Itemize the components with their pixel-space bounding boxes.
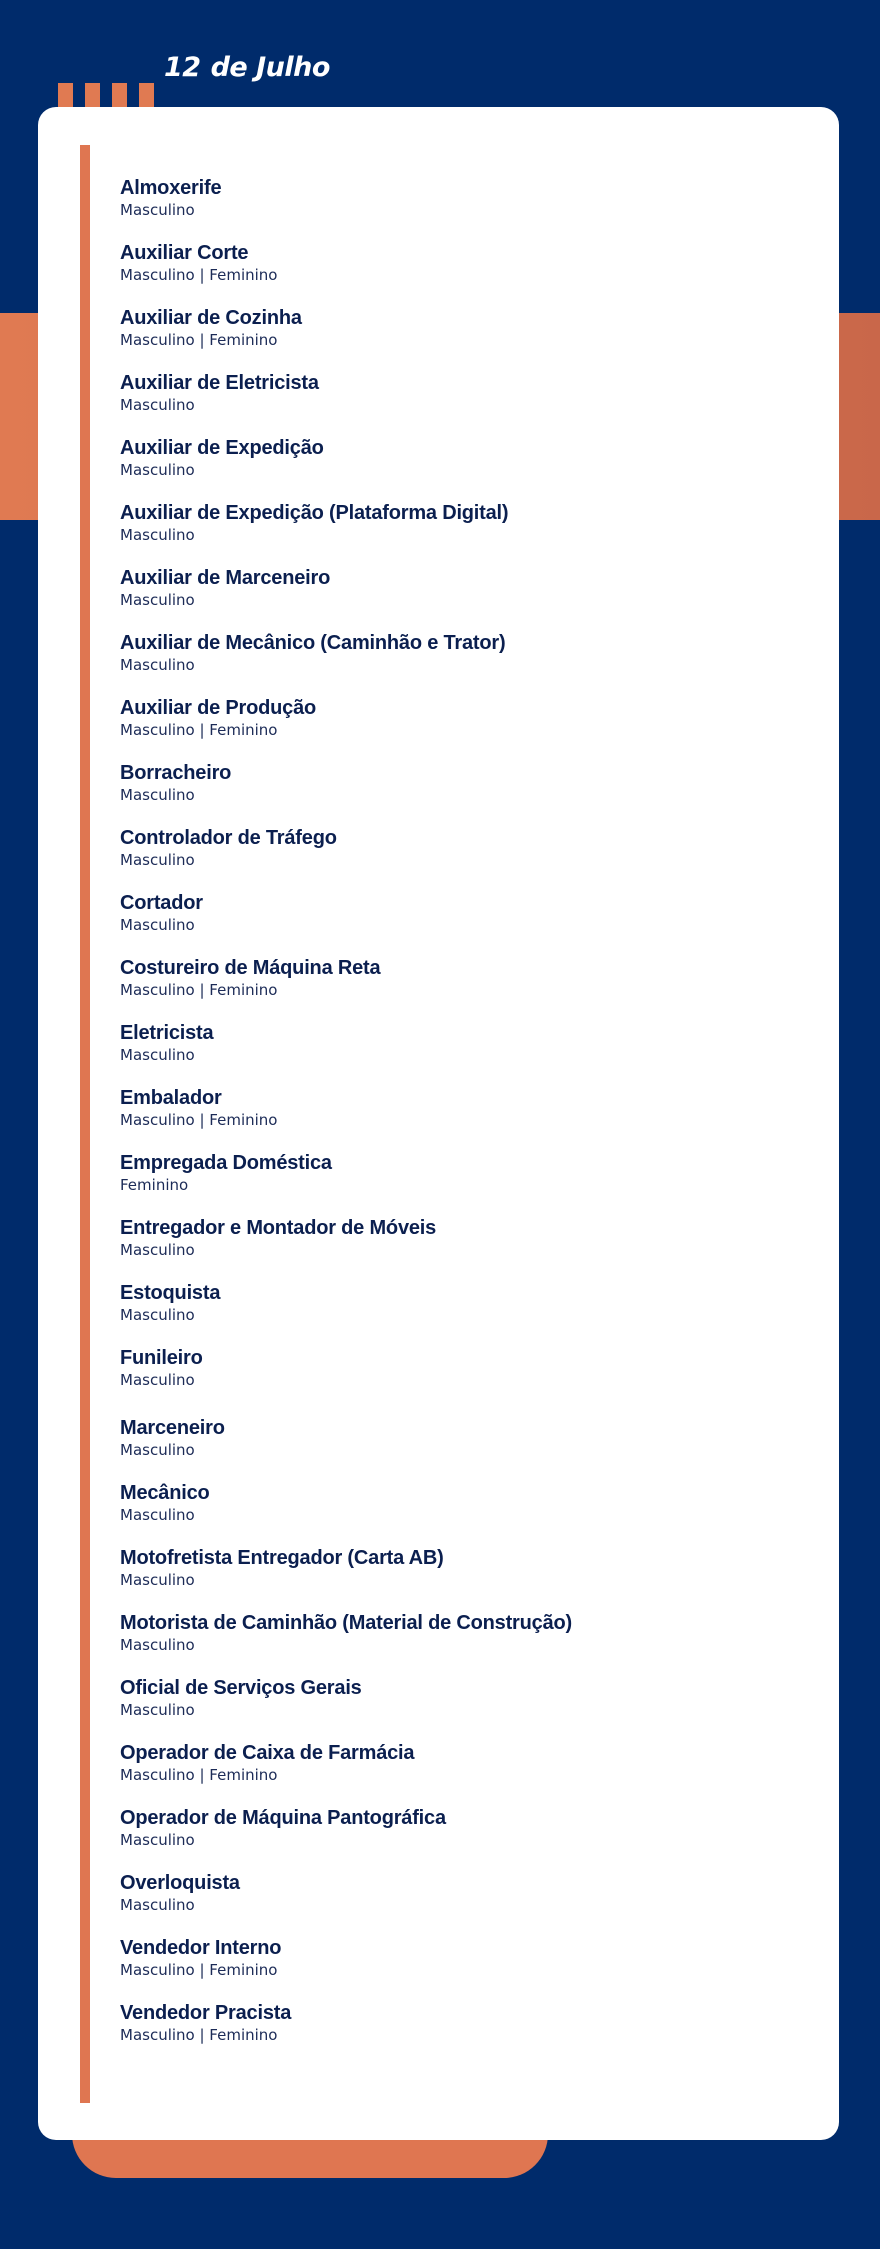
job-gender: Masculino | Feminino <box>120 981 278 999</box>
job-title: Auxiliar de Marceneiro <box>120 567 331 589</box>
job-title: Funileiro <box>120 1347 203 1369</box>
job-item <box>120 306 302 350</box>
job-title: Operador de Máquina Pantográfica <box>120 1807 446 1829</box>
job-title: Borracheiro <box>120 762 232 784</box>
job-gender: Masculino | Feminino <box>120 2026 278 2044</box>
job-title: Marceneiro <box>120 1417 225 1439</box>
job-gender: Masculino <box>120 526 195 544</box>
job-title: Mecânico <box>120 1482 210 1504</box>
date-month: de Julho <box>210 52 330 83</box>
job-item <box>120 1936 281 1980</box>
job-item <box>120 1021 213 1065</box>
job-gender: Masculino <box>120 1241 195 1259</box>
job-gender: Masculino <box>120 1306 195 1324</box>
job-gender: Masculino <box>120 591 195 609</box>
job-gender: Masculino <box>120 1896 195 1914</box>
job-gender: Masculino <box>120 786 195 804</box>
job-item <box>120 371 319 415</box>
job-list-card <box>38 107 839 2140</box>
job-title: Vendedor Pracista <box>120 2002 292 2024</box>
job-item <box>120 631 505 675</box>
job-item <box>120 1481 210 1525</box>
job-gender: Masculino | Feminino <box>120 266 278 284</box>
job-title: Embalador <box>120 1087 222 1109</box>
job-gender: Masculino <box>120 1046 195 1064</box>
job-title: Operador de Caixa de Farmácia <box>120 1742 415 1764</box>
job-gender: Masculino | Feminino <box>120 1111 278 1129</box>
job-title: Controlador de Tráfego <box>120 827 337 849</box>
job-title: Auxiliar de Expedição (Plataforma Digital) <box>120 502 509 524</box>
job-item <box>120 1216 436 1260</box>
job-title: Overloquista <box>120 1872 240 1894</box>
job-item <box>120 891 203 935</box>
job-item <box>120 1416 225 1460</box>
job-item <box>120 1086 278 1130</box>
job-title: Auxiliar de Eletricista <box>120 372 319 394</box>
job-gender: Masculino <box>120 461 195 479</box>
job-item <box>120 1676 362 1720</box>
job-item <box>120 1151 332 1195</box>
job-title: Motofretista Entregador (Carta AB) <box>120 1547 444 1569</box>
job-gender: Masculino | Feminino <box>120 1961 278 1979</box>
job-gender: Masculino <box>120 1506 195 1524</box>
job-title: Auxiliar de Mecânico (Caminhão e Trator) <box>120 632 506 654</box>
accent-line <box>80 145 90 2103</box>
job-title: Empregada Doméstica <box>120 1152 332 1174</box>
job-gender: Masculino <box>120 916 195 934</box>
job-title: Costureiro de Máquina Reta <box>120 957 381 979</box>
job-title: Auxiliar Corte <box>120 242 249 264</box>
job-gender: Masculino | Feminino <box>120 1766 278 1784</box>
job-title: Auxiliar de Cozinha <box>120 307 302 329</box>
job-gender: Masculino <box>120 1701 195 1719</box>
job-item <box>120 2001 291 2045</box>
job-gender: Masculino <box>120 656 195 674</box>
job-title: Estoquista <box>120 1282 221 1304</box>
job-gender: Masculino <box>120 851 195 869</box>
job-title: Motorista de Caminhão (Material de Construção) <box>120 1612 572 1634</box>
job-item <box>120 1806 446 1850</box>
job-item <box>120 696 316 740</box>
job-gender: Feminino <box>120 1176 189 1194</box>
job-title: Oficial de Serviços Gerais <box>120 1677 362 1699</box>
job-item <box>120 1281 220 1325</box>
job-item <box>120 826 337 870</box>
job-gender: Masculino <box>120 396 195 414</box>
job-item <box>120 956 380 1000</box>
job-item <box>120 1346 203 1390</box>
job-gender: Masculino <box>120 201 195 219</box>
job-gender: Masculino <box>120 1441 195 1459</box>
job-title: Vendedor Interno <box>120 1937 282 1959</box>
job-title: Eletricista <box>120 1022 214 1044</box>
job-gender: Masculino | Feminino <box>120 331 278 349</box>
job-item <box>120 566 330 610</box>
job-gender: Masculino <box>120 1571 195 1589</box>
job-item <box>120 1741 414 1785</box>
job-item <box>120 176 221 220</box>
job-title: Entregador e Montador de Móveis <box>120 1217 437 1239</box>
job-item <box>120 1871 240 1915</box>
date-heading <box>164 52 330 83</box>
job-title: Auxiliar de Expedição <box>120 437 324 459</box>
job-item <box>120 241 278 285</box>
job-gender: Masculino <box>120 1831 195 1849</box>
date-day: 12 <box>164 52 201 83</box>
job-title: Almoxerife <box>120 177 222 199</box>
job-gender: Masculino <box>120 1371 195 1389</box>
job-item <box>120 761 231 805</box>
job-gender: Masculino <box>120 1636 195 1654</box>
job-item <box>120 1611 572 1655</box>
job-item <box>120 1546 444 1590</box>
job-item <box>120 501 508 545</box>
job-gender: Masculino | Feminino <box>120 721 278 739</box>
job-item <box>120 436 324 480</box>
job-title: Cortador <box>120 892 203 914</box>
job-title: Auxiliar de Produção <box>120 697 317 719</box>
